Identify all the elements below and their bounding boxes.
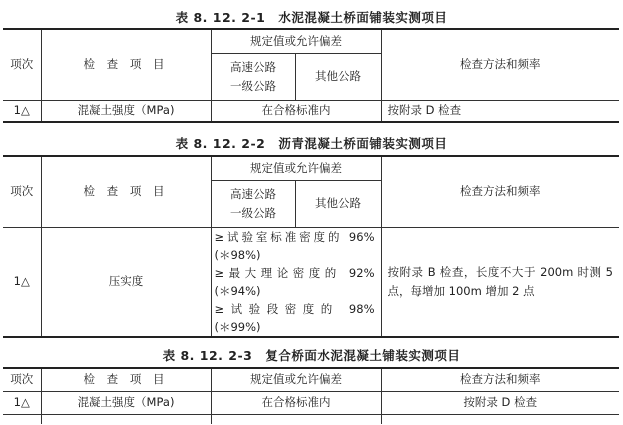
table2-header-highway	[211, 180, 295, 227]
req-line: (＊99%)	[214, 319, 261, 334]
table3-header-item: 检 查 项 目	[41, 368, 211, 391]
table3-caption: 表 8. 12. 2-3 复合桥面水泥混凝土铺装实测项目	[162, 348, 461, 363]
method-line: 按附录 B 检查，长度不大于 200m 时测 5	[387, 264, 613, 279]
table3-header-no: 项次	[3, 368, 41, 391]
table3-row-req: 在合格标准内	[211, 391, 381, 414]
table3-next-row-cell	[381, 414, 619, 424]
table3-row-no: 1△	[3, 391, 41, 414]
table1-header-other: 其他公路	[295, 53, 381, 100]
table1	[3, 28, 619, 123]
req-line: (＊94%)	[214, 283, 261, 298]
table3-row-method: 按附录 D 检查	[381, 391, 619, 414]
table2-header-req: 规定值或允许偏差	[211, 156, 381, 180]
req-line: ≥试验段密度的 98%	[214, 301, 375, 316]
table2-highway-line2: 一级公路	[230, 205, 276, 220]
table2-row-req	[211, 227, 381, 337]
table2-row-item: 压实度	[41, 227, 211, 337]
table1-row-item: 混凝土强度（MPa)	[41, 100, 211, 122]
req-line: ≥试验室标准密度的 96%	[214, 229, 375, 244]
table1-highway-line1: 高速公路	[230, 59, 276, 74]
table1-header-method: 检查方法和频率	[381, 29, 619, 100]
table2-header-method: 检查方法和频率	[381, 156, 619, 227]
table1-row-req: 在合格标准内	[211, 100, 381, 122]
table3-header-req: 规定值或允许偏差	[211, 368, 381, 391]
req-line: (＊98%)	[214, 247, 261, 262]
table2-header-item: 检 查 项 目	[41, 156, 211, 227]
table2	[3, 155, 619, 338]
table3	[3, 367, 619, 424]
table3-header-method: 检查方法和频率	[381, 368, 619, 391]
table3-next-row-cell	[41, 414, 211, 424]
req-line: ≥最大理论密度的 92%	[214, 265, 375, 280]
method-line: 点，每增加 100m 增加 2 点	[387, 283, 535, 298]
table3-next-row-cell	[3, 414, 41, 424]
table1-row-method: 按附录 D 检查	[381, 100, 619, 122]
table2-row-no: 1△	[3, 227, 41, 337]
table1-header-highway	[211, 53, 295, 100]
table1-highway-line2: 一级公路	[230, 78, 276, 93]
table2-caption: 表 8. 12. 2-2 沥青混凝土桥面铺装实测项目	[175, 136, 448, 151]
table1-header-no: 项次	[3, 29, 41, 100]
table3-next-row-cell	[211, 414, 381, 424]
table1-caption: 表 8. 12. 2-1 水泥混凝土桥面铺装实测项目	[175, 10, 448, 25]
table3-row-item: 混凝土强度（MPa)	[41, 391, 211, 414]
table1-row-no: 1△	[3, 100, 41, 122]
table1-header-item: 检 查 项 目	[41, 29, 211, 100]
table2-highway-line1: 高速公路	[230, 186, 276, 201]
table2-row-method	[381, 227, 619, 337]
table1-header-req: 规定值或允许偏差	[211, 29, 381, 53]
table2-header-other: 其他公路	[295, 180, 381, 227]
table2-header-no: 项次	[3, 156, 41, 227]
